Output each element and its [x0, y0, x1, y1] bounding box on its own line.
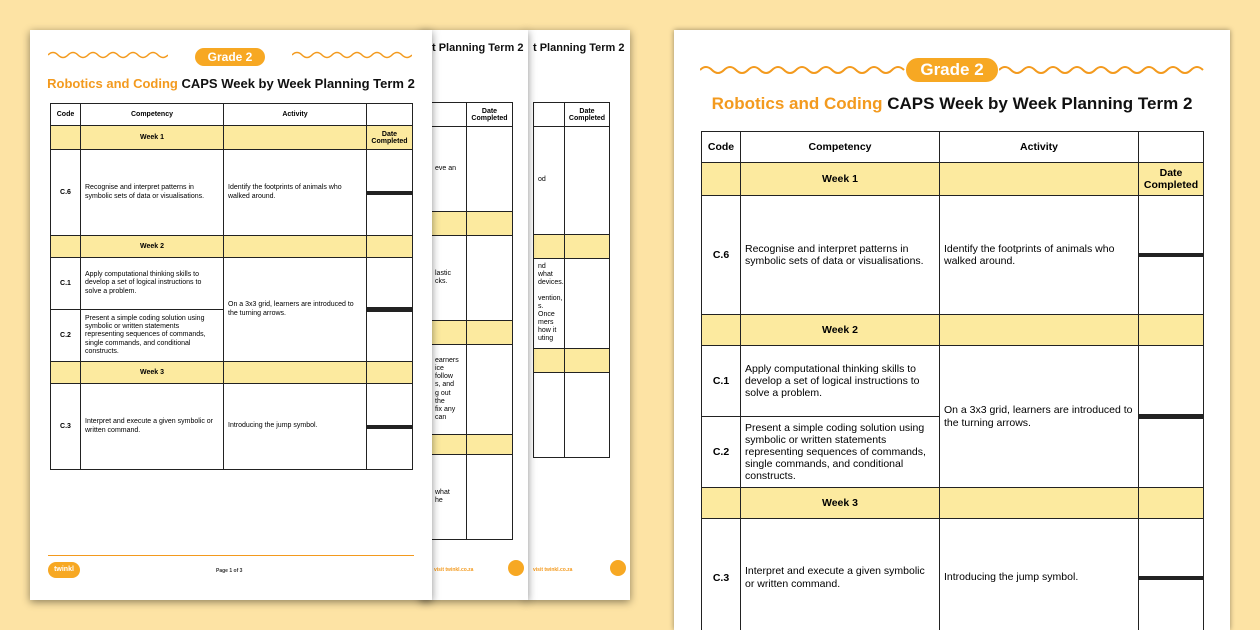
page-title: Robotics and Coding CAPS Week by Week Planning Term 2 [711, 94, 1193, 113]
wavy-divider-right [292, 50, 412, 60]
competency-cell: Apply computational thinking skills to develop a set of logical instructions to solve a problem. [741, 346, 940, 417]
date-cells [1139, 346, 1204, 488]
col-header-competency: Competency [741, 132, 940, 163]
back-page-3-date-header: Date Completed [565, 103, 610, 127]
table-row [702, 519, 1204, 630]
wavy-divider-left [700, 64, 905, 76]
date-cells [367, 150, 413, 236]
planning-table [50, 103, 413, 470]
week-label: Week 2 [81, 236, 224, 258]
back-page-3-url: visit twinkl.co.za [533, 567, 573, 573]
col-header-activity: Activity [940, 132, 1139, 163]
date-cells [1139, 196, 1204, 315]
grade-badge: Grade 2 [195, 48, 265, 66]
activity-cell: On a 3x3 grid, learners are introduced to the turning arrows. [940, 346, 1139, 488]
twinkl-logo: twinkl [48, 562, 80, 578]
table-row [51, 258, 413, 310]
back-page-2-url: visit twinkl.co.za [434, 567, 474, 573]
back-page-2-text: earners ice follow s, and g out the fix any can [431, 345, 467, 435]
back-page-3-title: t Planning Term 2 [533, 42, 625, 54]
date-completed-header: Date Completed [367, 126, 413, 150]
week-label: Week 2 [741, 315, 940, 346]
code-cell: C.1 [51, 258, 81, 310]
wavy-divider-left [48, 50, 168, 60]
col-header-activity: Activity [224, 104, 367, 126]
code-cell: C.1 [702, 346, 741, 417]
week-label: Week 3 [81, 362, 224, 384]
date-cells [1139, 519, 1204, 630]
back-page-3 [525, 30, 630, 600]
week-label: Week 1 [741, 163, 940, 196]
grade-badge: Grade 2 [906, 58, 998, 82]
date-cells [367, 384, 413, 470]
table-row [702, 346, 1204, 417]
code-cell: C.3 [51, 384, 81, 470]
planning-table [701, 131, 1204, 630]
footer-line [48, 555, 414, 556]
wavy-divider-right [999, 64, 1204, 76]
back-page-2-text: what he [431, 455, 467, 540]
activity-cell: Introducing the jump symbol. [224, 384, 367, 470]
activity-cell: Identify the footprints of animals who walked around. [224, 150, 367, 236]
back-page-3-badge-icon [610, 560, 626, 576]
back-page-2 [420, 30, 528, 600]
competency-cell: Interpret and execute a given symbolic or written command. [741, 519, 940, 630]
back-page-2-table [430, 102, 513, 540]
back-page-2-title: t Planning Term 2 [432, 42, 524, 54]
date-completed-header: Date Completed [1139, 163, 1204, 196]
col-header-code: Code [702, 132, 741, 163]
competency-cell: Recognise and interpret patterns in symbolic sets of data or visualisations. [741, 196, 940, 315]
code-cell: C.3 [702, 519, 741, 630]
code-cell: C.2 [702, 417, 741, 488]
activity-cell: Introducing the jump symbol. [940, 519, 1139, 630]
back-page-3-text: nd what devices. vention, s. Once mers how it uting [534, 259, 565, 349]
competency-cell: Present a simple coding solution using symbolic or written statements representing sequences of commands, single commands, and conditional constructs. [81, 310, 224, 362]
back-page-2-text: eve an [431, 127, 467, 212]
date-cells [367, 258, 413, 362]
back-page-2-text: lastic cks. [431, 236, 467, 321]
activity-cell: On a 3x3 grid, learners are introduced to the turning arrows. [224, 258, 367, 362]
back-page-3-text: od [534, 127, 565, 235]
week-label: Week 3 [741, 488, 940, 519]
back-page-2-badge-icon [508, 560, 524, 576]
table-row [51, 150, 413, 236]
code-cell: C.6 [702, 196, 741, 315]
table-row [51, 384, 413, 470]
competency-cell: Interpret and execute a given symbolic or written command. [81, 384, 224, 470]
page-number: Page 1 of 3 [216, 568, 243, 574]
competency-cell: Recognise and interpret patterns in symbolic sets of data or visualisations. [81, 150, 224, 236]
col-header-competency: Competency [81, 104, 224, 126]
competency-cell: Present a simple coding solution using symbolic or written statements representing sequences of commands, single commands, and conditional constructs. [741, 417, 940, 488]
back-page-2-date-header: Date Completed [467, 103, 513, 127]
competency-cell: Apply computational thinking skills to develop a set of logical instructions to solve a problem. [81, 258, 224, 310]
code-cell: C.6 [51, 150, 81, 236]
activity-cell: Identify the footprints of animals who walked around. [940, 196, 1139, 315]
page-title: Robotics and Coding CAPS Week by Week Planning Term 2 [47, 76, 415, 91]
week-label: Week 1 [81, 126, 224, 150]
code-cell: C.2 [51, 310, 81, 362]
col-header-code: Code [51, 104, 81, 126]
front-page-small [30, 30, 432, 600]
front-page-large [674, 30, 1230, 630]
table-row [702, 196, 1204, 315]
back-page-3-table [533, 102, 610, 458]
